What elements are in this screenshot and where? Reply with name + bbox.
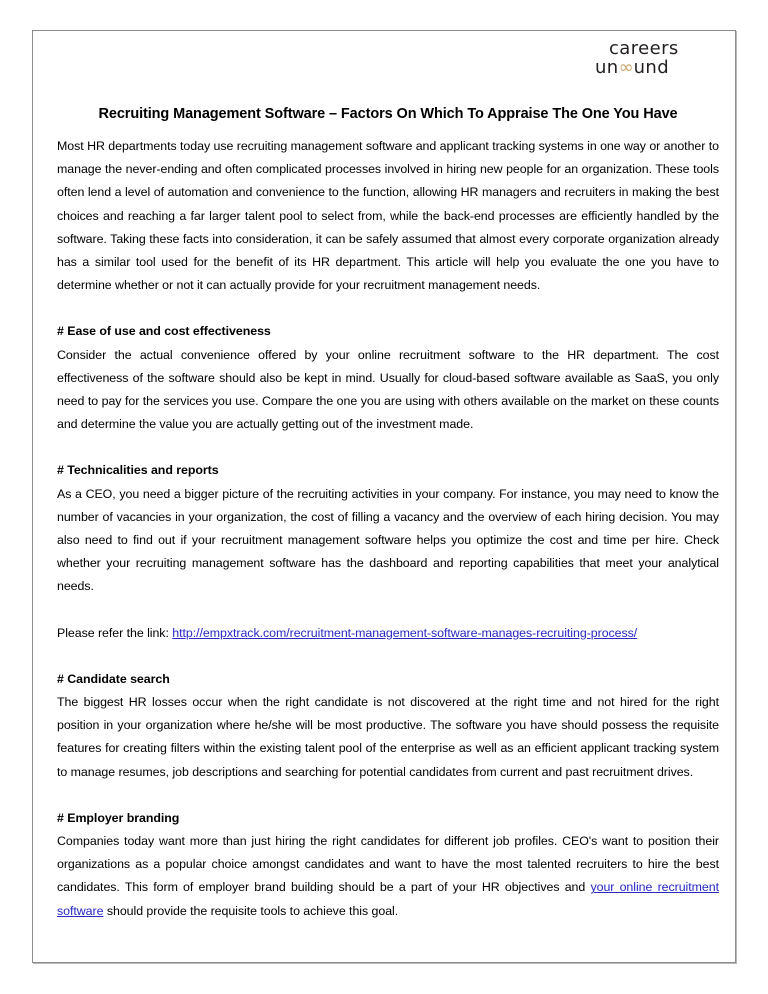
logo-text-unbound [595,58,713,77]
page-content-area [57,31,719,964]
employer-branding-text-part2: should provide the requisite tools to achieve this goal. [103,903,399,918]
heading-candidate-search: # Candidate search [57,671,170,686]
refer-link-prefix: Please refer the link: [57,625,173,640]
paragraph-employer-branding [57,830,719,923]
empxtrack-link[interactable]: http://empxtrack.com/recruitment-management-software-manages-recruiting-process/ [172,625,638,640]
document-page [32,30,736,963]
logo-unbound-suffix: und [633,57,670,78]
logo-unbound-prefix: un [595,57,619,78]
paragraph-candidate-search: The biggest HR losses occur when the right candidate is not discovered at the right time and not hired for the right position in your organization where he/she will be most productive. The software you have should possess the requisite features for creating filters within the existing talent pool of the enterprise as well as an efficient applicant tracking system to manage resumes, job descriptions and searching for potential candidates from current and past recruitment drives. [57,695,719,779]
paragraph-technicalities: As a CEO, you need a bigger picture of the recruiting activities in your company. For instance, you may need to know the number of vacancies in your organization, the cost of filling a vacancy and the overview of each hiring decision. You may also need to find out if your recruitment management software helps you optimize the cost and time per hire. Check whether your recruiting management software has the dashboard and reporting capabilities that meet your analytical needs. [57,486,719,594]
paragraph-spacer [57,297,719,320]
employer-branding-text-part1: Companies today want more than just hiring the right candidates for different job profiles. CEO's want to position their organizations as a popular choice amongst candidates and want to have the most talented recruiters to hire the best candidates. This form of employer brand building should be a part of your HR objectives and [57,834,719,895]
heading-technicalities: # Technicalities and reports [57,463,219,478]
paragraph-spacer [57,645,719,668]
careers-unbound-logo [595,39,713,79]
document-body [57,135,719,923]
intro-paragraph: Most HR departments today use recruiting management software and applicant tracking systems in one way or another to manage the never-ending and often complicated processes involved in hiring new people for an organization. These tools often lend a level of automation and convenience to the function, allowing HR managers and recruiters in making the best choices and reaching a far larger talent pool to select from, while the back-end processes are efficiently handled by the software. Taking these facts into consideration, it can be safely assumed that almost every corporate organization already has a similar tool used for the benefit of its HR department. This article will help you evaluate the one you have to determine whether or not it can actually provide for your recruitment management needs. [57,139,719,293]
paragraph-spacer [57,784,719,807]
paragraph-ease-of-use: Consider the actual convenience offered by your online recruitment software to the HR department. The cost effectiveness of the software should also be kept in mind. Usually for cloud-based software available as SaaS, you only need to pay for the services you use. Compare the one you are using with others available on the market on these counts and determine the value you are actually getting out of the investment made. [57,347,719,432]
paragraph-spacer [57,599,719,622]
heading-ease-of-use: # Ease of use and cost effectiveness [57,324,271,339]
paragraph-spacer [57,436,719,459]
online-recruitment-software-link[interactable]: your online recruitment software [57,880,719,918]
page-title: Recruiting Management Software – Factors On Which To Appraise The One You Have [98,105,678,122]
logo-text-careers: careers [609,38,679,59]
heading-employer-branding: # Employer branding [57,810,180,825]
refer-link-line [57,622,719,645]
infinity-icon: ∞ [618,57,634,78]
